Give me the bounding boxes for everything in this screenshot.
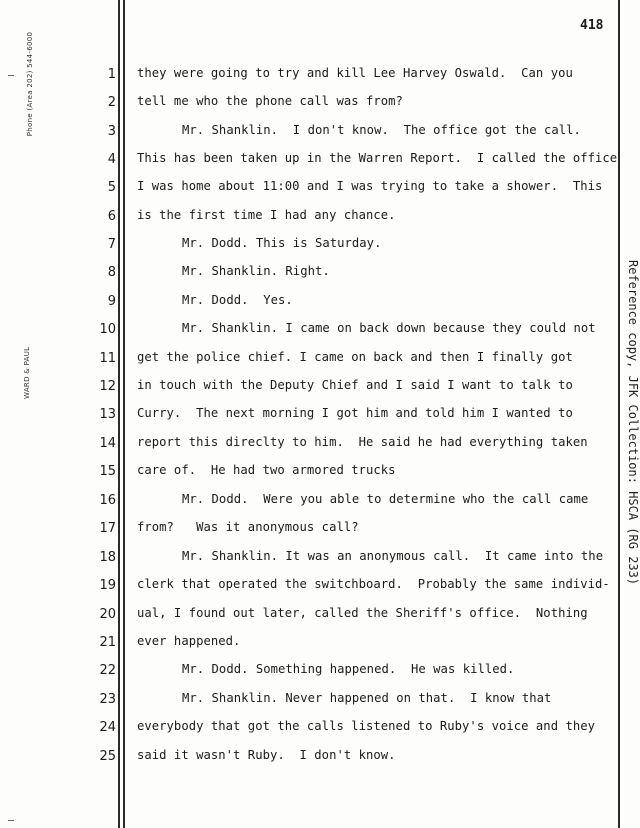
line-number: 23 (99, 692, 116, 707)
line-number: 6 (107, 209, 116, 224)
transcript-line: care of. He had two armored trucks (137, 463, 396, 477)
transcript-line: Mr. Dodd. This is Saturday. (182, 236, 382, 250)
line-number: 4 (107, 152, 116, 167)
transcript-line: Mr. Shanklin. I came on back down because they could not (182, 321, 596, 335)
transcript-line: Mr. Shanklin. It was an anonymous call. It came into the (182, 549, 604, 563)
line-number: 25 (99, 749, 116, 764)
line-number: 19 (99, 578, 116, 593)
transcript-line: Mr. Dodd. Were you able to determine who the call came (182, 492, 589, 506)
line-number: 15 (99, 464, 116, 479)
line-number: 2 (107, 95, 116, 110)
transcript-line: report this direclty to him. He said he had everything taken (137, 435, 588, 449)
line-number: 20 (99, 607, 116, 622)
transcript-line: Mr. Shanklin. Right. (182, 264, 330, 278)
line-number: 9 (107, 294, 116, 309)
line-number: 17 (99, 521, 116, 536)
reference-stamp: Reference copy, JFK Collection: HSCA (RG 233) (626, 260, 640, 586)
transcript-line: Mr. Shanklin. I don't know. The office got the call. (182, 123, 581, 137)
line-number: 11 (99, 351, 116, 366)
transcript-line: I was home about 11:00 and I was trying to take a shower. This (137, 179, 603, 193)
left-margin-rule (118, 0, 120, 828)
left-margin-rule-inner (123, 0, 125, 828)
line-number: 18 (99, 550, 116, 565)
line-number: 7 (107, 237, 116, 252)
line-number: 21 (99, 635, 116, 650)
line-number: 12 (99, 379, 116, 394)
line-number: 14 (99, 436, 116, 451)
transcript-line: everybody that got the calls listened to Ruby's voice and they (137, 719, 596, 733)
line-number: 1 (107, 67, 116, 82)
line-number: 10 (99, 322, 116, 337)
line-number: 13 (99, 407, 116, 422)
transcript-line: ual, I found out later, called the Sheriff's office. Nothing (137, 606, 588, 620)
transcript-line: get the police chief. I came on back and then I finally got (137, 350, 573, 364)
page-number: 418 (580, 18, 604, 33)
line-number: 22 (99, 663, 116, 678)
line-number: 5 (107, 180, 116, 195)
line-number: 8 (107, 265, 116, 280)
transcript-line: Curry. The next morning I got him and told him I wanted to (137, 406, 573, 420)
right-margin-rule (618, 0, 620, 828)
transcript-line: Mr. Dodd. Something happened. He was killed. (182, 662, 515, 676)
line-number: 24 (99, 720, 116, 735)
transcript-line: This has been taken up in the Warren Report. I called the office (137, 151, 618, 165)
line-number: 16 (99, 493, 116, 508)
transcript-line: clerk that operated the switchboard. Probably the same individ- (137, 577, 610, 591)
transcript-line: Mr. Dodd. Yes. (182, 293, 293, 307)
transcript-line: Mr. Shanklin. Never happened on that. I know that (182, 691, 552, 705)
margin-tick (8, 75, 14, 76)
transcript-line: ever happened. (137, 634, 241, 648)
margin-tick (8, 820, 14, 821)
transcript-line: tell me who the phone call was from? (137, 94, 403, 108)
transcript-line: in touch with the Deputy Chief and I said I want to talk to (137, 378, 573, 392)
phone-margin-text: Phone (Area 202) 544-6000 (26, 31, 34, 137)
transcript-line: they were going to try and kill Lee Harvey Oswald. Can you (137, 66, 573, 80)
line-number: 3 (107, 124, 116, 139)
transcript-line: from? Was it anonymous call? (137, 520, 359, 534)
transcript-line: is the first time I had any chance. (137, 208, 396, 222)
firm-margin-text: WARD & PAUL (23, 346, 31, 399)
transcript-line: said it wasn't Ruby. I don't know. (137, 748, 396, 762)
